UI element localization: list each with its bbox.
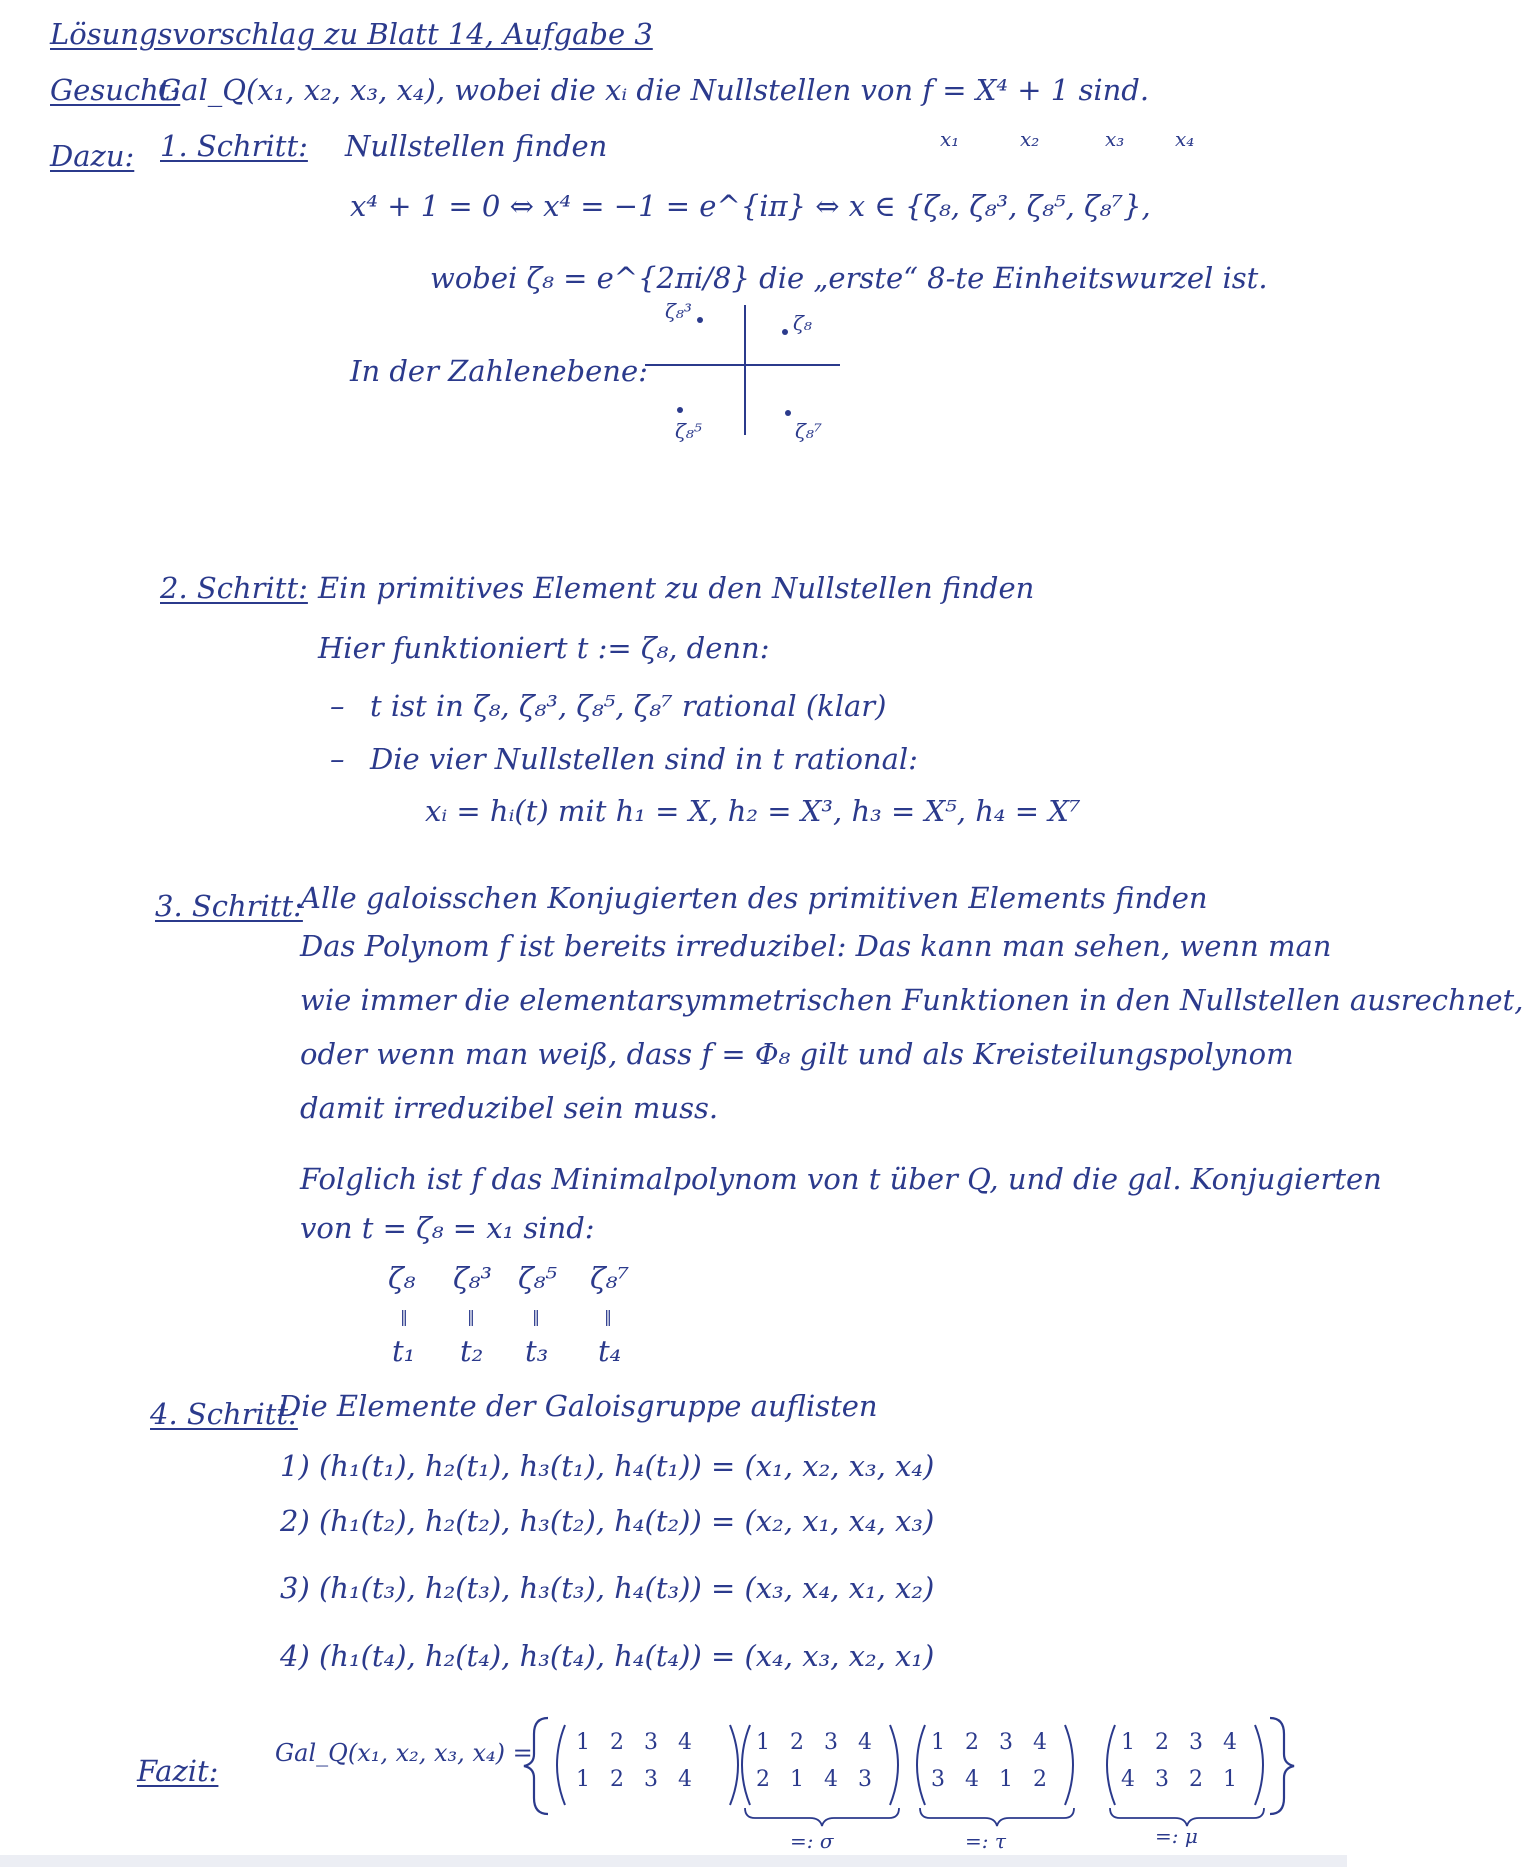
step3-title: Alle galoisschen Konjugierten des primitiven Elements finden [300,881,1208,915]
fazit-label: Fazit: [137,1754,219,1788]
conjugate-name-1: t₁ [392,1334,416,1368]
equals-mark-3: ‖ [532,1307,540,1326]
step1-equation: x⁴ + 1 = 0 ⇔ x⁴ = −1 = e^{iπ} ⇔ x ∈ {ζ₈, ζ₈³, ζ₈⁵, ζ₈⁷}, [350,189,1151,223]
equals-mark-2: ‖ [467,1307,475,1326]
equals-mark-4: ‖ [604,1307,612,1326]
conjugate-name-2: t₂ [460,1334,484,1368]
step4-line-4: 4) (h₁(t₄), h₂(t₄), h₃(t₄), h₄(t₄)) = (x₄, x₃, x₂, x₁) [280,1639,935,1673]
fazit-lhs: Gal_Q(x₁, x₂, x₃, x₄) = [275,1739,533,1767]
conjugate-name-3: t₃ [525,1334,549,1368]
root-label-x4: x₄ [1175,127,1195,151]
plane-point-z7: ζ₈⁷ [795,419,822,443]
root-label-x2: x₂ [1020,127,1040,151]
step4-label: 4. Schritt: [150,1397,298,1431]
step3-conclusion-line-1: Folglich ist f das Minimalpolynom von t über Q, und die gal. Konjugierten [300,1162,1382,1196]
step2-bullet1-dash: – [330,689,345,723]
step2-bullet2: Die vier Nullstellen sind in t rational: [370,742,918,776]
step2-bullet1: t ist in ζ₈, ζ₈³, ζ₈⁵, ζ₈⁷ rational (klar) [370,689,887,723]
perm-mu: 1 2 3 4 4 3 2 1 [1121,1730,1237,1792]
conjugate-name-4: t₄ [598,1334,622,1368]
step3-para-line-4: damit irreduzibel sein muss. [300,1091,719,1125]
tau-name: =: τ [965,1829,1006,1853]
step3-para-line-2: wie immer die elementarsymmetrischen Funktionen in den Nullstellen ausrechnet, [300,983,1523,1017]
conjugate-4: ζ₈⁷ [590,1261,629,1295]
perm-tau: 1 2 3 4 3 4 1 2 [931,1730,1047,1792]
root-label-x3: x₃ [1105,127,1125,151]
step3-conclusion-line-2: von t = ζ₈ = x₁ sind: [300,1211,595,1245]
step4-title: Die Elemente der Galoisgruppe auflisten [278,1389,878,1423]
zahlenebene-label: In der Zahlenebene: [350,354,648,388]
mu-name: =: μ [1155,1824,1198,1848]
step2-bullet2-dash: – [330,742,345,776]
step4-line-3: 3) (h₁(t₃), h₂(t₃), h₃(t₃), h₄(t₃)) = (x₃, x₄, x₁, x₂) [280,1571,935,1605]
step3-para-line-1: Das Polynom f ist bereits irreduzibel: Das kann man sehen, wenn man [300,929,1332,963]
perm-identity: 1 2 3 4 1 2 3 4 [576,1730,692,1792]
dazu-label: Dazu: [50,139,135,173]
page-title: Lösungsvorschlag zu Blatt 14, Aufgabe 3 [50,17,653,51]
step3-para-line-3: oder wenn man weiß, dass f = Φ₈ gilt und als Kreisteilungspolynom [300,1037,1294,1071]
gesucht-label: Gesucht: [50,73,181,107]
step4-line-2: 2) (h₁(t₂), h₂(t₂), h₃(t₂), h₄(t₂)) = (x₂, x₁, x₄, x₃) [280,1504,935,1538]
step1-where: wobei ζ₈ = e^{2πi/8} die „erste“ 8-te Einheitswurzel ist. [430,261,1268,295]
step1-label: 1. Schritt: [160,129,308,163]
step2-formula: xᵢ = hᵢ(t) mit h₁ = X, h₂ = X³, h₃ = X⁵, h₄ = X⁷ [425,794,1081,828]
step4-line-1: 1) (h₁(t₁), h₂(t₁), h₃(t₁), h₄(t₁)) = (x₁, x₂, x₃, x₄) [280,1449,935,1483]
gesucht-text: Gal_Q(x₁, x₂, x₃, x₄), wobei die xᵢ die Nullstellen von f = X⁴ + 1 sind. [158,73,1150,107]
plane-point-z5: ζ₈⁵ [675,419,702,443]
conjugate-2: ζ₈³ [453,1261,492,1295]
step3-label: 3. Schritt: [155,889,303,923]
perm-sigma: 1 2 3 4 2 1 4 3 [756,1730,872,1792]
step1-title: Nullstellen finden [345,129,608,163]
plane-point-z3: ζ₈³ [665,299,692,323]
conjugate-1: ζ₈ [388,1261,416,1295]
scan-bottom-edge [0,1855,1347,1867]
step2-intro: Hier funktioniert t := ζ₈, denn: [318,631,770,665]
conjugate-3: ζ₈⁵ [518,1261,557,1295]
step2-label: 2. Schritt: [160,571,308,605]
step2-title: Ein primitives Element zu den Nullstellen finden [318,571,1035,605]
root-label-x1: x₁ [940,127,960,151]
sigma-name: =: σ [790,1829,834,1853]
plane-point-z1: ζ₈ [793,311,812,335]
equals-mark-1: ‖ [400,1307,408,1326]
